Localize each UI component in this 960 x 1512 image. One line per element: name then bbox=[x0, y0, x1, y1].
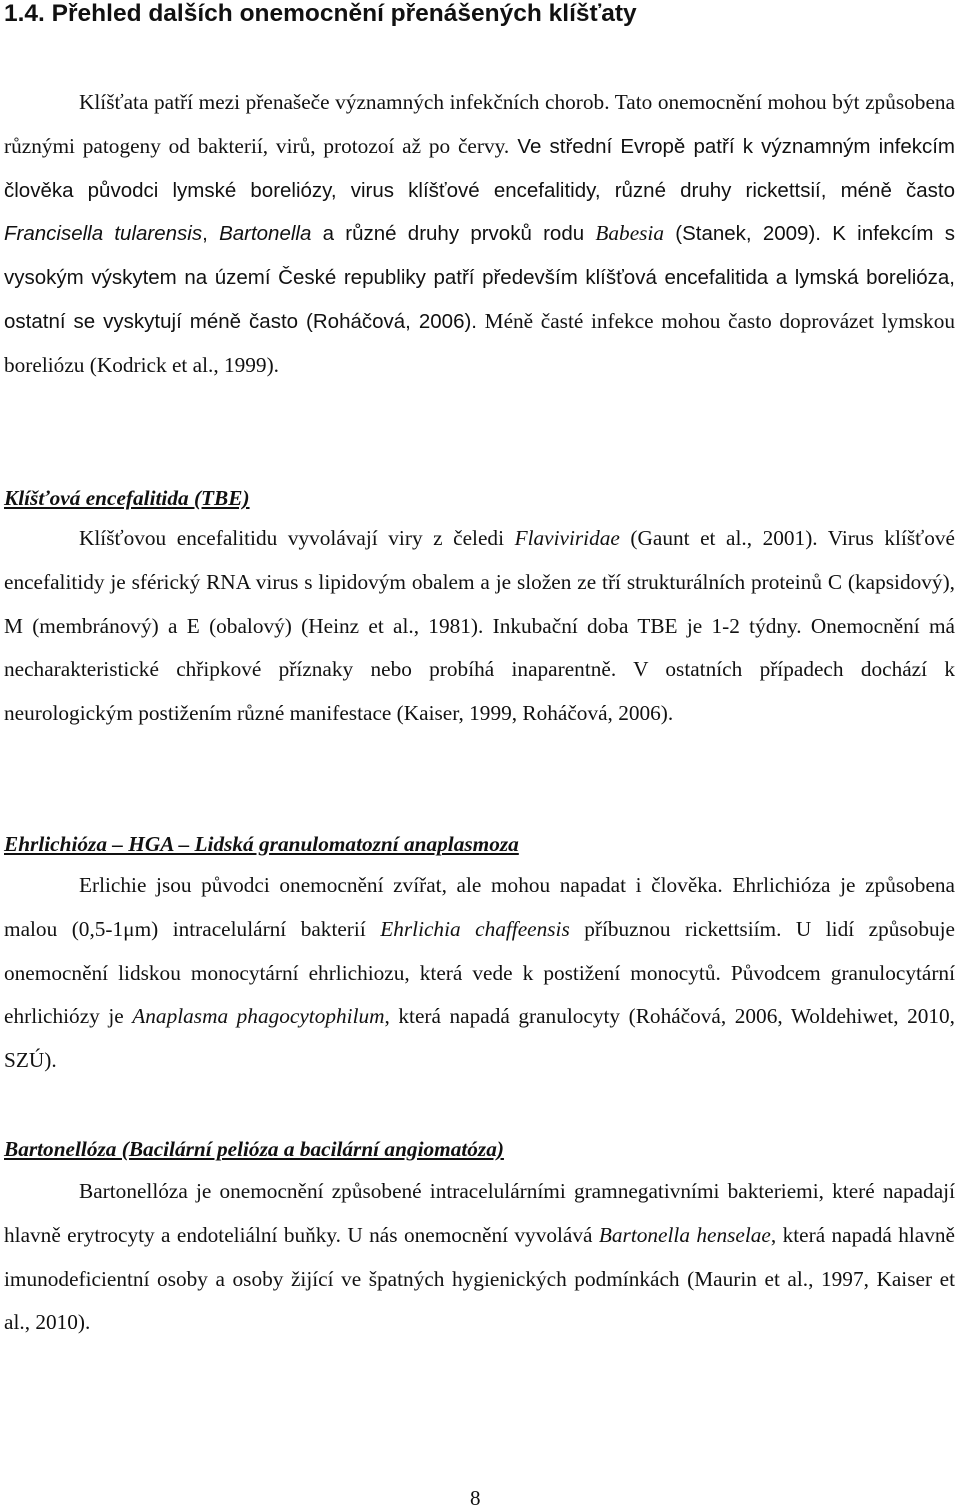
tbe-paragraph bbox=[4, 517, 955, 736]
intro-text-6: Méně časté infekce mohou často doprovázet lymskou boreliózu (Kodrick et al., 1999). bbox=[4, 308, 955, 377]
species-anaplasma: Anaplasma phagocytophilum bbox=[132, 1004, 385, 1029]
hga-text-2: příbuznou rickettsiím. U lidí způsobuje onemocnění lidskou monocytární ehrlichiozu, která vede k postižení monocytů. Původcem granulocytární ehrlichiózy je bbox=[4, 916, 955, 1029]
intro-citation-stanek: (Stanek, 2009). bbox=[664, 222, 821, 246]
intro-text-5: K infekcím s vysokým výskytem na území České republiky patří především klíšťová encefalitida a lymská borelióza, ostatní se vyskytují méně často (Roháčová, 2006). bbox=[4, 222, 955, 333]
hga-paragraph bbox=[4, 864, 955, 1083]
page-number: 8 bbox=[470, 1486, 481, 1510]
bartonellosis-heading: Bartonellóza (Bacilární pelióza a bacilární angiomatóza) bbox=[4, 1137, 504, 1161]
intro-text-3: , bbox=[202, 222, 220, 246]
species-francisella: Francisella tularensis bbox=[4, 222, 203, 246]
genus-babesia: Babesia bbox=[595, 221, 665, 246]
family-flaviviridae: Flaviviridae bbox=[514, 526, 620, 550]
bartonellosis-paragraph bbox=[4, 1170, 955, 1345]
intro-text-2: Ve střední Evropě patří k významným infekcím člověka původci lymské boreliózy, virus klíšťové encefalitidy, různé druhy rickettsií, méně často bbox=[4, 134, 955, 202]
intro-text-4: a různé druhy prvoků rodu bbox=[311, 222, 596, 246]
tbe-text-2: (Gaunt et al., 2001). Virus klíšťové encefalitidy je sférický RNA virus s lipidovým obalem a je složen ze tří strukturálních proteinů C (kapsidový), M (membránový) a E (obalový) (Heinz et al., 1981). Inkubační doba TBE je 1-2 týdny. Onemocnění má necharakteristické chřipkové příznaky nebo probíhá inaparentně. V ostatních případech dochází k neurologickým postižením různé manifestace (Kaiser, 1999, Roháčová, 2006). bbox=[4, 526, 956, 726]
hga-text-3: , která napadá granulocyty (Roháčová, 2006, Woldehiwet, 2010, SZÚ). bbox=[4, 1004, 956, 1073]
bart-text-2: , která napadá hlavně imunodeficientní osoby a osoby žijící ve špatných hygienických podmínkách (Maurin et al., 1997, Kaiser et al., 2010). bbox=[4, 1222, 955, 1335]
section-heading: 1.4. Přehled dalších onemocnění přenášených klíšťaty bbox=[4, 0, 637, 27]
hga-heading: Ehrlichióza – HGA – Lidská granulomatozní anaplasmoza bbox=[4, 832, 519, 856]
bart-text-1: Bartonellóza je onemocnění způsobené intracelulárními gramnegativními bakteriemi, které napadají hlavně erytrocyty a endoteliální buňky. U nás onemocnění vyvolává bbox=[4, 1179, 955, 1247]
genus-bartonella: Bartonella bbox=[219, 222, 312, 246]
species-bartonella-henselae: Bartonella henselae bbox=[598, 1222, 771, 1247]
hga-text-1: Erlichie jsou původci onemocnění zvířat, ale mohou napadat i člověka. Ehrlichióza je způsobena malou (0,5-1μm) intracelulární bakterií bbox=[4, 873, 955, 941]
intro-text-1: Klíšťata patří mezi přenašeče významných infekčních chorob. Tato onemocnění mohou být způsobena různými patogeny od bakterií, virů, protozoí až po červy. bbox=[4, 90, 955, 158]
intro-paragraph bbox=[4, 81, 955, 388]
tbe-heading: Klíšťová encefalitida (TBE) bbox=[4, 486, 250, 510]
tbe-text-1: Klíšťovou encefalitidu vyvolávají viry z čeledi bbox=[79, 526, 515, 550]
species-ehrlichia: Ehrlichia chaffeensis bbox=[380, 916, 570, 941]
